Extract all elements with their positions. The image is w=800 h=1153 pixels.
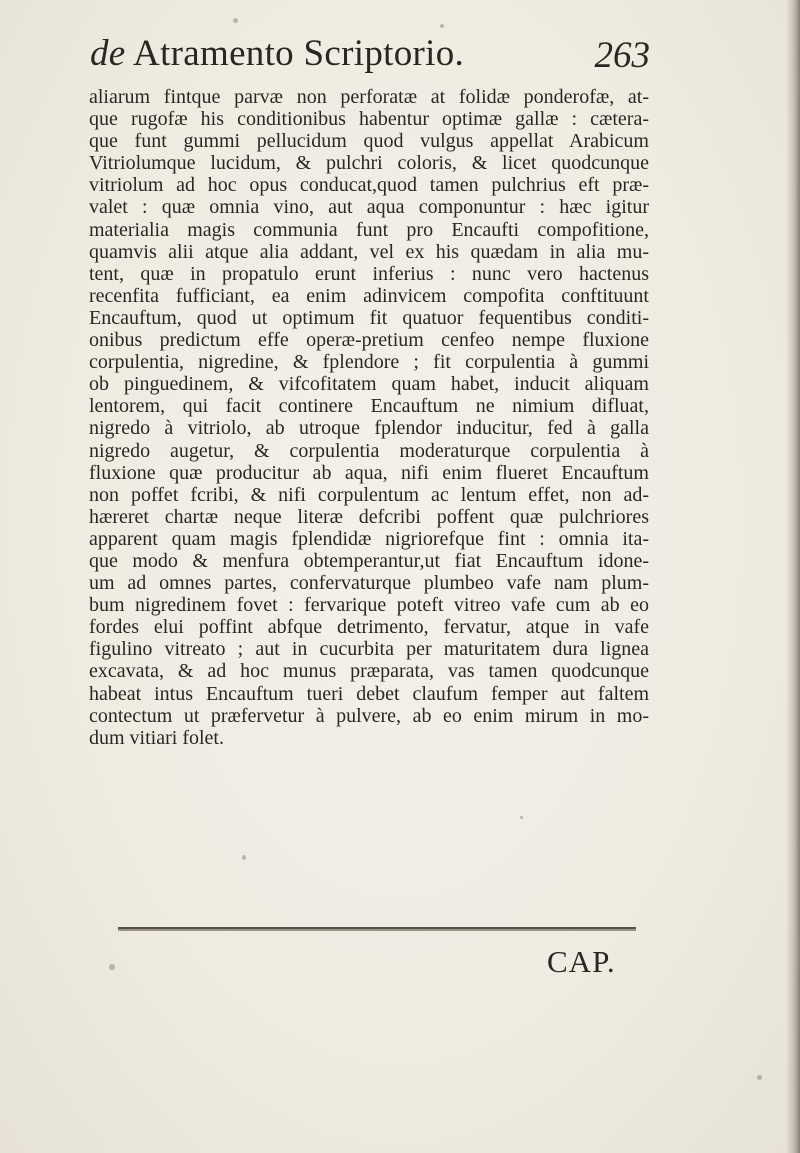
ink-speck	[440, 24, 444, 28]
page-number: 263	[594, 35, 650, 76]
title-main: Atramento Scriptorio.	[133, 33, 465, 74]
text-line: Encauftum, quod ut optimum fit quatuor fequentibus conditi-	[89, 306, 649, 329]
text-line: que modo & menfura obtemperantur,ut fiat Encauftum idone-	[89, 549, 649, 572]
text-line: excavata, & ad hoc munus præparata, vas tamen quodcunque	[89, 660, 649, 683]
text-line: fluxione quæ producitur ab aqua, nifi enim flueret Encauftum	[89, 461, 649, 484]
text-line: quamvis alii atque alia addant, vel ex his quædam in alia mu-	[89, 240, 649, 263]
text-line: materialia magis communia funt pro Encaufti compofitione,	[89, 218, 649, 241]
body-text	[89, 86, 649, 749]
running-header	[90, 30, 650, 86]
text-line: bum nigredinem fovet : fervarique poteft vitreo vafe cum ab eo	[89, 594, 649, 617]
text-line: lentorem, qui facit continere Encauftum ne nimium difluat,	[89, 395, 649, 418]
text-line: um ad omnes partes, confervaturque plumbeo vafe nam plum-	[89, 572, 649, 595]
text-line: hæreret chartæ neque literæ defcribi poffent quæ pulchriores	[89, 505, 649, 528]
text-line: fordes elui poffint abfque detrimento, fervatur, atque in vafe	[89, 616, 649, 639]
horizontal-rule	[118, 927, 636, 931]
text-line: que rugofæ his conditionibus habentur optimæ gallæ : cætera-	[89, 108, 649, 131]
text-line: onibus predictum effe operæ-pretium cenfeo nempe fluxione	[89, 329, 649, 352]
text-line: nigredo à vitriolo, ab utroque fplendor inducitur, fed à galla	[89, 417, 649, 440]
ink-speck	[109, 964, 115, 970]
text-line: figulino vitreato ; aut in cucurbita per maturitatem dura lignea	[89, 638, 649, 661]
text-line: Vitriolumque lucidum, & pulchri coloris, & licet quodcunque	[89, 152, 649, 175]
ink-speck	[757, 1075, 762, 1080]
page-edge-shadow	[786, 0, 800, 1153]
text-line: apparent quam magis fplendidæ nigriorefque fint : omnia ita-	[89, 527, 649, 550]
text-line: nigredo augetur, & corpulentia moderaturque corpulentia à	[89, 439, 649, 462]
ink-speck	[233, 18, 238, 23]
ink-speck	[520, 816, 523, 819]
text-line: non poffet fcribi, & nifi corpulentum ac lentum effet, non ad-	[89, 483, 649, 506]
text-line-last: dum vitiari folet.	[89, 726, 224, 749]
text-line: que funt gummi pellucidum quod vulgus appellat Arabicum	[89, 130, 649, 153]
text-line: corpulentia, nigredine, & fplendore ; fit corpulentia à gummi	[89, 351, 649, 374]
text-line: recenfita fufficiant, ea enim adinvicem compofita conftituunt	[89, 284, 649, 307]
text-line: ob pinguedinem, & vifcofitatem quam habet, inducit aliquam	[89, 373, 649, 396]
text-line: habeat intus Encauftum tueri debet claufum femper aut faltem	[89, 682, 649, 705]
text-line: tent, quæ in propatulo erunt inferius : nunc vero hactenus	[89, 262, 649, 285]
title-italic-prefix: de	[90, 33, 126, 74]
text-line: aliarum fintque parvæ non perforatæ at folidæ ponderofæ, at-	[89, 86, 649, 108]
text-line: contectum ut præfervetur à pulvere, ab eo enim mirum in mo-	[89, 704, 649, 727]
page-title	[90, 32, 464, 75]
text-line: valet : quæ omnia vino, aut aqua componuntur : hæc igitur	[89, 196, 649, 219]
catchword: CAP.	[547, 944, 616, 979]
ink-speck	[242, 855, 246, 860]
text-line: vitriolum ad hoc opus conducat,quod tamen pulchrius eft præ-	[89, 174, 649, 197]
